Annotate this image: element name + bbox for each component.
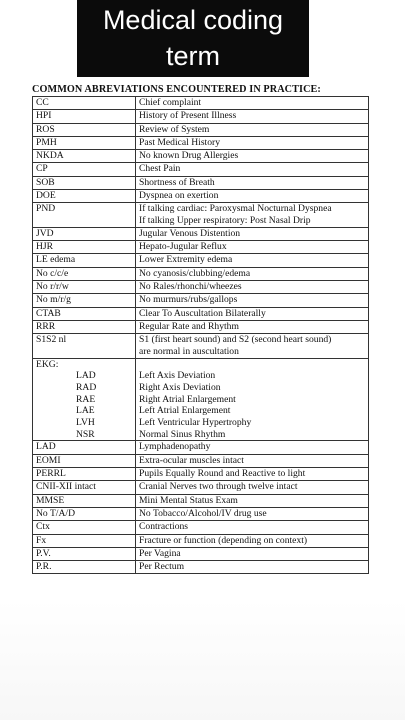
table-row — [33, 307, 369, 320]
abbreviation-table — [32, 96, 369, 574]
section-heading: COMMON ABREVIATIONS ENCOUNTERED IN PRACTICE: — [32, 84, 321, 95]
meaning-text: S1 (first heart sound) and S2 (second heart sound) — [139, 334, 332, 346]
table-row — [33, 507, 369, 520]
table-row — [33, 241, 369, 254]
meaning-text: Per Rectum — [139, 561, 185, 573]
abbreviation-text: LAD — [36, 441, 56, 453]
abbreviation-cell — [33, 494, 136, 507]
meaning-cell — [136, 320, 369, 333]
table-row — [33, 190, 369, 203]
abbreviation-text: NKDA — [36, 150, 64, 162]
ekg-meaning-text: Right Atrial Enlargement — [139, 393, 236, 405]
table-row — [33, 110, 369, 123]
abbreviation-cell — [33, 521, 136, 534]
abbreviation-cell — [33, 307, 136, 320]
abbreviation-cell — [33, 136, 136, 149]
table-row — [33, 227, 369, 240]
meaning-text: If talking cardiac: Paroxysmal Nocturnal Dyspnea — [139, 203, 332, 215]
meaning-text: Dyspnea on exertion — [139, 190, 219, 202]
abbreviation-cell — [33, 334, 136, 358]
abbreviation-cell — [33, 294, 136, 307]
abbreviation-text: CC — [36, 97, 49, 108]
meaning-cell — [136, 468, 369, 481]
abbreviation-text: HJR — [36, 241, 54, 253]
abbreviation-text: No m/r/g — [36, 294, 71, 306]
meaning-text: Chief complaint — [139, 97, 202, 108]
title-line-1: Medical coding — [102, 5, 284, 35]
ekg-meaning-cell — [136, 358, 369, 441]
table-row — [33, 521, 369, 534]
meaning-cell — [136, 190, 369, 203]
ekg-abbreviation-text: RAE — [76, 393, 96, 405]
meaning-text: Extra-ocular muscles intact — [139, 454, 244, 466]
meaning-text: History of Present Illness — [139, 110, 237, 122]
meaning-text: Lymphadenopathy — [139, 441, 211, 453]
abbreviation-text: No c/c/e — [36, 267, 69, 279]
table-row — [33, 136, 369, 149]
meaning-cell — [136, 494, 369, 507]
abbreviation-text: No r/r/w — [36, 280, 69, 292]
table-row — [33, 203, 369, 227]
ekg-meaning-text: Left Axis Deviation — [139, 370, 216, 382]
ekg-meaning-text: Normal Sinus Rhythm — [139, 428, 226, 440]
ekg-abbreviation-text: RAD — [76, 381, 97, 393]
meaning-cell — [136, 254, 369, 267]
meaning-text: Chest Pain — [139, 163, 181, 175]
meaning-text: No cyanosis/clubbing/edema — [139, 267, 251, 279]
table-row — [33, 280, 369, 293]
abbreviation-cell — [33, 507, 136, 520]
meaning-cell — [136, 561, 369, 574]
table-row — [33, 441, 369, 454]
meaning-cell — [136, 110, 369, 123]
abbreviation-cell — [33, 203, 136, 227]
meaning-text: No murmurs/rubs/gallops — [139, 294, 238, 306]
meaning-cell — [136, 534, 369, 547]
abbreviation-cell — [33, 481, 136, 494]
table-row — [33, 334, 369, 358]
meaning-cell — [136, 307, 369, 320]
ekg-abbreviation-text: LAE — [76, 405, 95, 417]
abbreviation-text: DOE — [36, 190, 56, 202]
meaning-text: Fracture or function (depending on context) — [139, 534, 308, 546]
meaning-cell — [136, 547, 369, 560]
abbreviation-text: P.V. — [36, 547, 51, 559]
abbreviation-text: Fx — [36, 534, 47, 546]
meaning-text: No Tobacco/Alcohol/IV drug use — [139, 507, 267, 519]
abbreviation-cell — [33, 534, 136, 547]
table-row — [33, 547, 369, 560]
abbreviation-text: P.R. — [36, 561, 52, 573]
abbreviation-table-body — [33, 97, 369, 574]
meaning-cell — [136, 227, 369, 240]
meaning-text: Per Vagina — [139, 547, 181, 559]
abbreviation-cell — [33, 227, 136, 240]
meaning-cell — [136, 163, 369, 176]
abbreviation-cell — [33, 547, 136, 560]
title-line-2: term — [166, 41, 220, 71]
ekg-label: EKG: — [36, 358, 59, 370]
meaning-text: Contractions — [139, 521, 189, 533]
meaning-cell — [136, 521, 369, 534]
meaning-text: Pupils Equally Round and Reactive to light — [139, 468, 306, 480]
abbreviation-text: PERRL — [36, 468, 66, 480]
abbreviation-text: Ctx — [36, 521, 50, 533]
meaning-cell — [136, 481, 369, 494]
abbreviation-text: CNII-XII intact — [36, 481, 96, 493]
abbreviation-cell — [33, 468, 136, 481]
meaning-cell — [136, 176, 369, 189]
table-row — [33, 267, 369, 280]
table-row — [33, 123, 369, 136]
meaning-cell — [136, 280, 369, 293]
meaning-text: Mini Mental Status Exam — [139, 494, 238, 506]
ekg-abbreviation-cell — [33, 358, 136, 441]
meaning-text: No known Drug Allergies — [139, 150, 239, 162]
table-row — [33, 294, 369, 307]
ekg-meaning-text: Left Ventricular Hypertrophy — [139, 417, 252, 429]
abbreviation-cell — [33, 241, 136, 254]
meaning-cell — [136, 454, 369, 467]
table-row — [33, 163, 369, 176]
abbreviation-cell — [33, 267, 136, 280]
abbreviation-text: ROS — [36, 123, 55, 135]
abbreviation-cell — [33, 190, 136, 203]
title-banner — [77, 0, 309, 77]
abbreviation-cell — [33, 561, 136, 574]
abbreviation-cell — [33, 320, 136, 333]
abbreviation-cell — [33, 454, 136, 467]
meaning-cell — [136, 334, 369, 358]
table-row — [33, 320, 369, 333]
abbreviation-cell — [33, 123, 136, 136]
meaning-cell — [136, 441, 369, 454]
table-row — [33, 534, 369, 547]
abbreviation-text: EOMI — [36, 454, 61, 466]
table-row — [33, 454, 369, 467]
table-row — [33, 468, 369, 481]
abbreviation-cell — [33, 176, 136, 189]
meaning-text: No Rales/rhonchi/wheezes — [139, 280, 242, 292]
abbreviation-text: HPI — [36, 110, 52, 122]
abbreviation-text: S1S2 nl — [36, 334, 67, 346]
ekg-abbreviation-text: NSR — [76, 428, 95, 440]
abbreviation-text: PMH — [36, 136, 57, 148]
ekg-abbreviation-text: LVH — [76, 417, 95, 429]
meaning-text-continued: If talking Upper respiratory: Post Nasal Drip — [139, 215, 311, 227]
table-row — [33, 97, 369, 110]
abbreviation-text: JVD — [36, 227, 54, 239]
abbreviation-text: LE edema — [36, 254, 76, 266]
meaning-text: Regular Rate and Rhythm — [139, 320, 239, 332]
meaning-text: Clear To Auscultation Bilaterally — [139, 307, 266, 319]
abbreviation-text: RRR — [36, 320, 56, 332]
abbreviation-cell — [33, 110, 136, 123]
table-row — [33, 481, 369, 494]
meaning-cell — [136, 150, 369, 163]
meaning-cell — [136, 267, 369, 280]
table-row — [33, 494, 369, 507]
abbreviation-cell — [33, 163, 136, 176]
abbreviation-text: CTAB — [36, 307, 61, 319]
meaning-cell — [136, 136, 369, 149]
abbreviation-cell — [33, 280, 136, 293]
abbreviation-text: SOB — [36, 176, 55, 188]
ekg-meaning-text: Right Axis Deviation — [139, 381, 221, 393]
ekg-spacer — [139, 359, 365, 371]
abbreviation-cell — [33, 150, 136, 163]
table-row — [33, 176, 369, 189]
ekg-meaning-text: Left Atrial Enlargement — [139, 405, 231, 417]
ekg-abbreviation-text: LAD — [76, 370, 96, 382]
meaning-text: Shortness of Breath — [139, 176, 215, 188]
table-row — [33, 150, 369, 163]
abbreviation-text: No T/A/D — [36, 507, 75, 519]
meaning-cell — [136, 123, 369, 136]
meaning-text: Past Medical History — [139, 136, 221, 148]
abbreviation-text: PND — [36, 203, 56, 215]
meaning-text: Lower Extremity edema — [139, 254, 233, 266]
meaning-cell — [136, 507, 369, 520]
abbreviation-cell — [33, 254, 136, 267]
meaning-cell — [136, 97, 369, 110]
meaning-cell — [136, 203, 369, 227]
abbreviation-cell — [33, 441, 136, 454]
meaning-text: Jugular Venous Distention — [139, 227, 241, 239]
meaning-text: Hepato-Jugular Reflux — [139, 241, 227, 253]
meaning-text: Review of System — [139, 123, 210, 135]
table-row — [33, 561, 369, 574]
page-background-fade — [0, 600, 405, 720]
meaning-text-continued: are normal in auscultation — [139, 345, 239, 357]
table-row — [33, 254, 369, 267]
abbreviation-text: MMSE — [36, 494, 65, 506]
meaning-text: Cranial Nerves two through twelve intact — [139, 481, 298, 493]
meaning-cell — [136, 241, 369, 254]
table-row-ekg — [33, 358, 369, 441]
abbreviation-cell — [33, 97, 136, 110]
abbreviation-text: CP — [36, 163, 48, 175]
meaning-cell — [136, 294, 369, 307]
